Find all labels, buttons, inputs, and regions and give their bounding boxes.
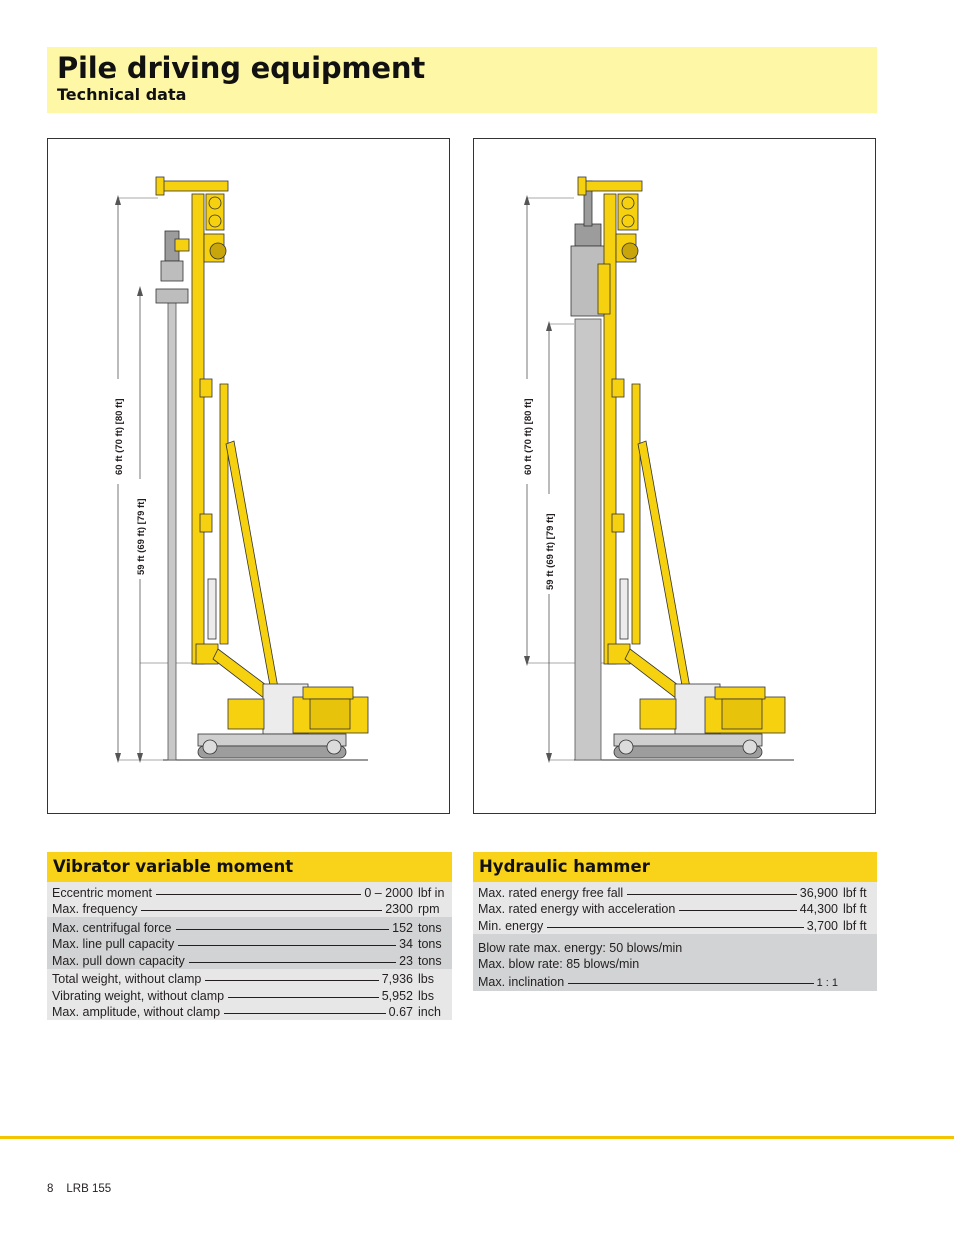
spec-row: Max. amplitude, without clamp 0.67 inch <box>52 1005 441 1019</box>
vibrator-group-1 <box>47 882 452 917</box>
hammer-panel-header <box>473 852 877 882</box>
hammer-panel-title: Hydraulic hammer <box>479 857 650 876</box>
hammer-diagram-box <box>473 138 876 814</box>
vibrator-panel-title: Vibrator variable moment <box>53 857 294 876</box>
page-title: Pile driving equipment <box>57 51 426 85</box>
spec-row: Max. inclination 1 : 1 <box>478 975 838 989</box>
spec-row: Vibrating weight, without clamp 5,952 lbs <box>52 988 434 1003</box>
hammer-rig-drawing <box>474 139 877 815</box>
pile <box>168 299 176 760</box>
vibrator-spec-panel <box>47 852 452 1020</box>
footer <box>47 1183 111 1195</box>
header-band <box>47 47 877 113</box>
vibrator-group-2 <box>47 917 452 969</box>
spec-row: Max. line pull capacity 34 tons <box>52 937 442 951</box>
footer-rule <box>0 1136 954 1139</box>
inner-dimension-label: 59 ft (69 ft) [79 ft] <box>136 498 147 575</box>
pile <box>575 319 601 760</box>
blow-rate-max-energy: Blow rate max. energy: 50 blows/min <box>478 940 683 955</box>
spec-row: Max. frequency 2300 rpm <box>52 902 440 916</box>
hammer-group-2 <box>473 934 877 992</box>
vibrator-diagram-box <box>47 138 450 814</box>
max-blow-rate: Max. blow rate: 85 blows/min <box>478 957 640 971</box>
spec-row: Max. rated energy with acceleration 44,300 lbf ft <box>478 902 867 916</box>
spec-row: Eccentric moment 0 – 2000 lbf in <box>52 885 445 900</box>
spec-row: Total weight, without clamp 7,936 lbs <box>52 972 434 986</box>
outer-dimension-label: 60 ft (70 ft) [80 ft] <box>523 398 534 475</box>
outer-dimension-label: 60 ft (70 ft) [80 ft] <box>114 398 125 475</box>
spec-row: Max. pull down capacity 23 tons <box>52 953 442 968</box>
hammer-group-1 <box>473 882 877 934</box>
page-number: 8 <box>47 1183 54 1195</box>
page-subtitle: Technical data <box>57 85 187 104</box>
carrier-machine <box>614 649 785 758</box>
spec-row: Min. energy 3,700 lbf ft <box>478 918 867 933</box>
model-name: LRB 155 <box>66 1183 112 1195</box>
vibrator-group-3 <box>47 969 452 1021</box>
hammer-spec-panel <box>473 852 877 991</box>
spec-row: Max. rated energy free fall 36,900 lbf ft <box>478 885 867 900</box>
carrier-machine <box>198 649 368 758</box>
inner-dimension-label: 59 ft (69 ft) [79 ft] <box>545 513 556 590</box>
vibrator-panel-header <box>47 852 452 882</box>
vibrator-unit <box>156 231 189 303</box>
vibrator-rig-drawing <box>48 139 451 815</box>
spec-row: Max. centrifugal force 152 tons <box>52 920 442 935</box>
